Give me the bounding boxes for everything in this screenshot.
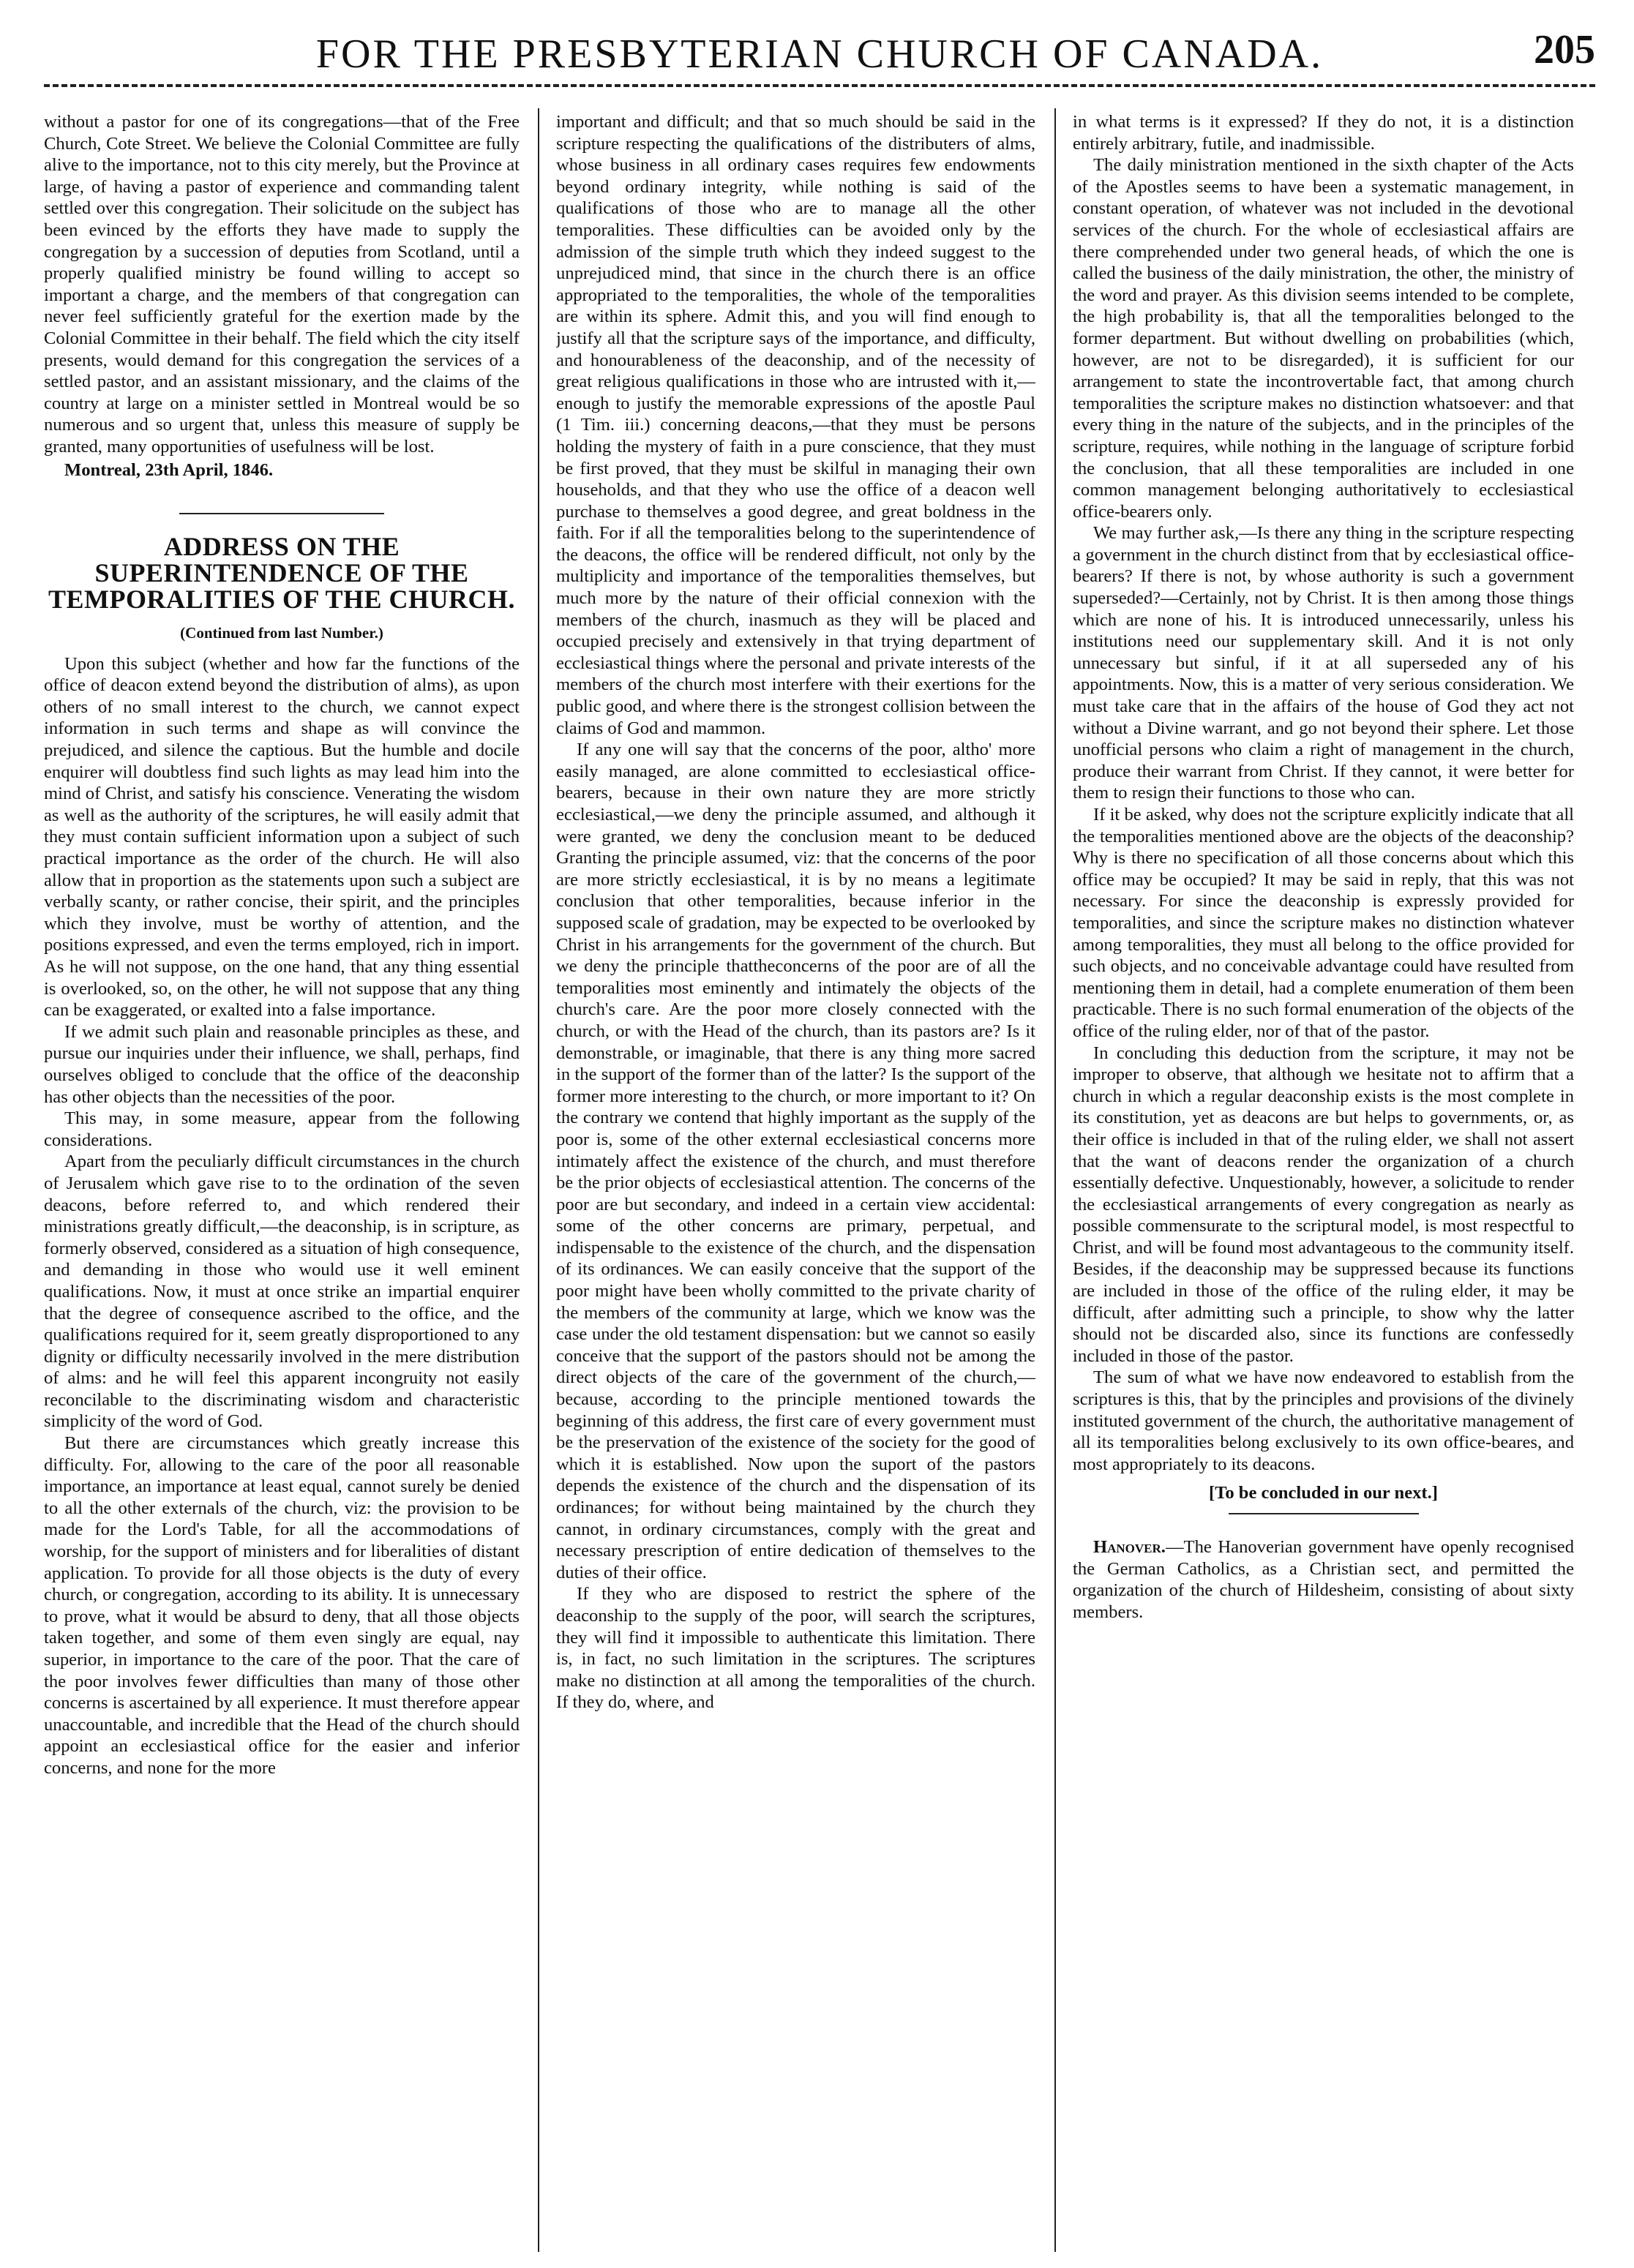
news-item [1073,1536,1574,1623]
paragraph: in what terms is it expressed? If they do not, it is a distinction entirely arbitrary, futile, and inadmissible. [1073,112,1574,154]
continuation-note: [To be concluded in our next.] [1209,1483,1438,1503]
paragraph: The daily ministration mentioned in the sixth chapter of the Acts of the Apostles seems to have been a systematic management, in constant operation, of whatever was not included in the devotional services of the church. For the whole of ecclesiastical affairs are there comprehended under two general heads, of which the one is called the business of the daily ministration, the other, the ministry of the word and prayer. As this division seems intended to be complete, the high probability is, that all the temporalities belonged to the former department. But without dwelling on probabilities (which, however, are not to be disregarded), it is sufficient for our arrangement to state the incontrovertable fact, that among church temporalities the scripture makes no distinction whatsoever: and that every thing in the nature of the subjects, and in the principles of the scripture, requires, while nothing in the language of scripture forbid the conclusion, that all these temporalities are included in one common management belonging authoritatively to ecclesiastical office-bearers only. [1073,155,1574,522]
page-header [44,0,1595,86]
paragraph: Upon this subject (whether and how far the functions of the office of deacon extend beyond the distribution of alms), as upon others of no small interest to the church, we cannot expect information in such terms and shape as will convince the prejudiced, and silence the captious. But the humble and docile enquirer will doubtless find such lights as may lead him into the mind of Christ, and satisfy his conscience. Venerating the wisdom as well as the authority of the scriptures, he will easily admit that they must contain sufficient information upon a subject of such practical importance as the order of the church. He will also allow that in proportion as the statements upon such a subject are verbally scanty, or rather concise, their spirit, and the principles which they involve, must be worthy of attention, and the positions expressed, and even the terms employed, rich in import. As he will not suppose, on the one hand, that any thing essential is overlooked, so, on the other, he will not suppose that any thing can be exaggerated, or exalted into a false importance. [44,653,520,1021]
article-title: ADDRESS ON THE SUPERINTENDENCE OF THE TEMPORALITIES OF THE CHURCH. [48,532,516,615]
running-title: FOR THE PRESBYTERIAN CHURCH OF CANADA. [315,31,1324,77]
paragraph: without a pastor for one of its congregations—that of the Free Church, Cote Street. We believe the Colonial Committee are fully alive to the importance, not to this city merely, but the Province at large, of having a pastor of experience and commanding talent settled over this congregation. Their solicitude on the subject has been evinced by the efforts they have made to supply the congregation by a succession of deputies from Scotland, until a properly qualified ministry be found willing to accept so important a charge, and the members of that congregation can never feel sufficiently grateful for the exertion made by the Colonial Committee in their behalf. The field which the city itself presents, would demand for this congregation the services of a settled pastor, and an assistant missionary, and the claims of the country at large on a minister settled in Montreal would be so numerous and so urgent that, unless this measure of supply be granted, many opportunities of usefulness will be lost. [44,112,520,457]
news-item-lead: Hanover. [1093,1537,1166,1557]
column-3 [1073,111,1574,2248]
section-divider [1229,1513,1419,1514]
paragraph: important and difficult; and that so much should be said in the scripture respecting the qualifications of the distributers of alms, whose business in all ordinary cases requires few endowments beyond ordinary integrity, while nothing is said of the qualifications of those who are to manage all the other temporalities. These difficulties can be avoided only by the admission of the simple truth which they indeed suggest to the unprejudiced mind, that since in the church there is an office appropriated to the temporalities, the whole of the temporalities are within its sphere. Admit this, and you will find enough to justify all that the scripture says of the importance, and difficulty, and honourableness of the deaconship, and of the necessity of great religious qualifications in those who are intrusted with it,—enough to justify the memorable expressions of the apostle Paul (1 Tim. iii.) concerning deacons,—that they must be persons holding the mystery of faith in a pure conscience, that they must be first proved, that they must be skilful in managing their own households, and that they who use the office of a deacon well purchase to themselves a good degree, and great boldness in the faith. For if all the temporalities belong to the superintendence of the deacons, the office will be rendered difficult, not only by the multiplicity and importance of the temporalities themselves, but much more by the nature of their official connexion with the members of the church, inasmuch as they will be placed and occupied precisely and extensively in that trying department of ecclesiastical things where the personal and private interests of the members of the church most interfere with their exertions for the public good, and where there is the strongest collision between the claims of God and mammon. [556,112,1035,738]
news-item-body: —The Hanoverian government have openly recognised the German Catholics, as a Christian sect, and permitted the organization of the church of Hildesheim, consisting of about sixty members. [1073,1537,1574,1622]
paragraph: If they who are disposed to restrict the sphere of the deaconship to the supply of the poor, will search the scriptures, they will find it impossible to authenticate this limitation. There is, in fact, no such limitation in the scriptures. The scriptures make no distinction at all among the temporalities of the church. If they do, where, and [556,1584,1035,1713]
paragraph: Apart from the peculiarly difficult circumstances in the church of Jerusalem which gave rise to to the ordination of the seven deacons, before referred to, and which rendered their ministrations greatly difficult,—the deaconship, is in scripture, as formerly observed, considered as a situation of high consequence, and demanding in those who would use it well eminent qualifications. Now, it must at once strike an impartial enquirer that the degree of consequence ascribed to the office, and the qualifications required for it, seem greatly disproportioned to any dignity or difficulty necessarily involved in the mere distribution of alms: and he will feel this apparent incongruity not easily reconcilable to the discriminating wisdom and characteristic simplicity of the word of God. [44,1152,520,1432]
dateline: Montreal, 23th April, 1846. [64,459,274,480]
paragraph: But there are circumstances which greatly increase this difficulty. For, allowing to the care of the poor all reasonable importance, an importance at least equal, cannot surely be denied to all the other externals of the church, viz: the provision to be made for the Lord's Table, for all the accommodations of worship, for the support of ministers and for liberalities of distant application. To provide for all those objects is the duty of every church, or congregation, according to its ability. It is unnecessary to prove, what it would be absurd to deny, that all those objects taken together, and some of them even singly are equal, nay superior, in importance to the care of the poor. That the care of the poor involves fewer difficulties than many of those other concerns is ascertained by all experience. It must therefore appear unaccountable, and incredible that the Head of the church should appoint an ecclesiastical office for the easier and inferior concerns, and none for the more [44,1433,520,1778]
paragraph: If it be asked, why does not the scripture explicitly indicate that all the temporalities mentioned above are the objects of the deaconship? Why is there no specification of all those concerns about which this office may be occupied? It may be said in reply, that this was not necessary. For since the deaconship is expressly provided for temporalities, and since the scripture makes no distinction whatever among temporalities, they must all belong to the office provided for such objects, and no conceivable advantage could have resulted from mentioning them in detail, had a complete enumeration of them been practicable. There is no such formal enumeration of the objects of the office of the ruling elder, nor of that of the pastor. [1073,805,1574,1041]
paragraph: We may further ask,—Is there any thing in the scripture respecting a government in the church distinct from that by ecclesiastical office-bearers? If there is not, by whose authority is such a government superseded?—Certainly, not by Christ. It is then among those things which are none of his. It is introduced unnecessarily, unless his institutions need our supplementary skill. And it is not only unnecessary but sinful, if it at all superseded any of his appointments. Now, this is a matter of very serious consideration. We must take care that in the affairs of the house of God they act not without a Divine warrant, and go not beyond their sphere. Let those unofficial persons who claim a right of management in the church, produce their warrant from Christ. If they cannot, it were better for them to resign their functions to those who can. [1073,523,1574,803]
page-number: 205 [1534,27,1595,72]
paragraph: If any one will say that the concerns of the poor, altho' more easily managed, are alone committed to ecclesiastical office-bearers, because in their own nature they are more strictly ecclesiastical,—we deny the principle assumed, and although it were granted, we deny the conclusion meant to be deduced Granting the principle assumed, viz: that the concerns of the poor are more strictly ecclesiastical, it is by no means a legitimate conclusion that other temporalities, because inferior in the supposed scale of gradation, may be expected to be overlooked by Christ in his arrangements for the government of the church. But we deny the principle thattheconcerns of the poor are of all the temporalities most eminently and intimately the objects of the church's care. Are the poor more closely connected with the church, or with the Head of the church, than its pastors are? Is it demonstrable, or imaginable, that there is any thing more sacred in the support of the former than of the latter? Is the support of the former more interesting to the church, or more important to it? On the contrary we contend that highly important as the supply of the poor is, some of the other external ecclesiastical concerns more intimately affect the existence of the church, and must therefore be the prior objects of ecclesiastical attention. The concerns of the poor are but secondary, and indeed in a certain view accidental: some of the other concerns are primary, perpetual, and indispensable to the existence of the church, and the dispensation of its ordinances. We can easily conceive that the support of the poor might have been wholly committed to the private charity of the members of the community at large, which we know was the case under the old testament dispensation: but we cannot so easily conceive that the support of the pastors should not be among the direct objects of the care of the government of the church,—because, according to the principle mentioned towards the beginning of this address, the first care of every government must be the preservation of the existence of the society for the good of which it is established. Now upon the suport of the pastors depends the existence of the church and the dispensation of its ordinances; for without being maintained by the church they cannot, in ordinary circumstances, comply with the great and necessary prescription of entire dedication of themselves to the duties of their office. [556,740,1035,1582]
paragraph: This may, in some measure, appear from the following considerations. [44,1108,520,1150]
column-rule-2 [1054,108,1056,2252]
section-divider [179,513,384,514]
article-subtitle: (Continued from last Number.) [180,624,383,642]
column-1 [44,111,520,2248]
paragraph: The sum of what we have now endeavored to establish from the scriptures is this, that by the principles and provisions of the divinely instituted government of the church, the authoritative management of all its temporalities belong exclusively to its own office-beares, and most appropriately to its deacons. [1073,1367,1574,1474]
header-rule [44,84,1595,87]
paragraph: If we admit such plain and reasonable principles as these, and pursue our inquiries under their influence, we shall, perhaps, find ourselves obliged to conclude that the office of the deaconship has other objects than the necessities of the poor. [44,1021,520,1107]
column-rule-1 [538,108,539,2252]
column-2 [556,111,1035,2248]
paragraph: In concluding this deduction from the scripture, it may not be improper to observe, that although we hesitate not to affirm that a church in which a regular deaconship exists is the most complete in its constitution, yet as deacons are but helps to governments, or, as their office is included in that of the ruling elder, we shall not assert that the want of deacons render the organization of a church essentially defective. Unquestionably, however, a solicitude to render the ecclesiastical arrangements of every congregation as nearly as possible commensurate to the scriptural model, is most respectful to Christ, and will be found most advantageous to the community itself. Besides, if the deaconship may be suppressed because its functions are included in those of the office of the ruling elder, it may be difficult, after admitting such a principle, to show why the latter should not be discarded also, since its functions are confessedly included in those of the pastor. [1073,1043,1574,1366]
